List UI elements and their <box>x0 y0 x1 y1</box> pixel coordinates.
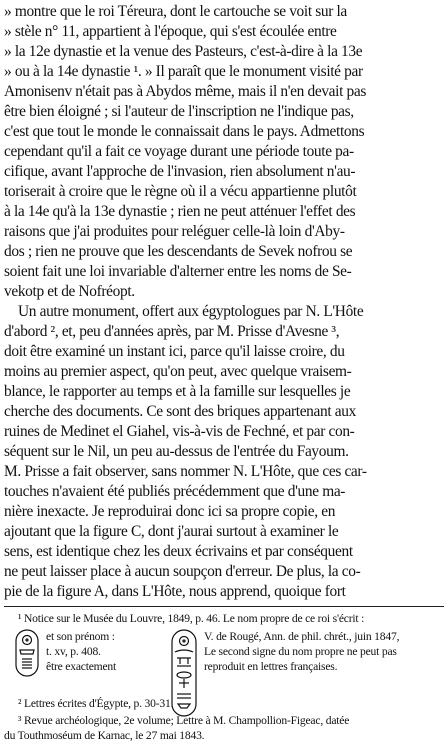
footnote-1-right-line-1: V. de Rougé, Ann. de phil. chrét., juin 1847, <box>204 630 400 643</box>
text-line: ne peut laisser place à aucun soupçon d'erreur. De plus, la co- <box>4 563 361 580</box>
footnote-1-left-line-1: et son prénom : <box>46 630 115 643</box>
footnote-rule <box>4 606 444 607</box>
text-line: blance, le rapporter au temps et à la famille sur lesquelles je <box>4 383 351 400</box>
text-line: nière inexacte. Je reproduirai donc ici sa propre copie, en <box>4 503 336 520</box>
text-line: d'abord ², et, peu d'années après, par M. Prisse d'Avesne ³, <box>4 323 340 340</box>
footnote-2: ² Lettres écrites d'Égypte, p. 30-31. <box>18 697 174 710</box>
text-line: touches n'avaient été publiés précédemment que d'une ma- <box>4 483 346 500</box>
cartouche-glyph-prenom <box>14 628 40 678</box>
text-line: » stèle n° 11, appartient à l'époque, qui s'est écoulée entre <box>4 23 337 40</box>
footnote-3-line-1: ³ Revue archéologique, 2e volume; Lettre à M. Champollion-Figeac, datée <box>18 714 350 727</box>
footnote-1-left-line-2: t. xv, p. 408. <box>46 645 101 658</box>
text-line: M. Prisse a fait observer, sans nommer N. L'Hôte, que ces car- <box>4 463 367 480</box>
footnote-1-right-line-2: Le second signe du nom propre ne peut pas <box>204 645 397 658</box>
footnote-1-left-line-3: être exactement <box>46 660 117 673</box>
text-line: pie de la figure A, dans L'Hôte, nous apprend, quoique fort <box>4 583 346 600</box>
text-line: séquent sur le Nil, un peu au-dessus de l'entrée du Fayoum. <box>4 443 349 460</box>
text-line: Un autre monument, offert aux égyptologues par N. L'Hôte <box>18 303 364 320</box>
text-line: moins au premier aspect, qu'on peut, avec quelque vraisem- <box>4 363 352 380</box>
text-line: cifique, avant l'approche de l'invasion, rien absolument n'au- <box>4 163 356 180</box>
footnote-3-line-2: du Touthmoséum de Karnac, le 27 mai 1843. <box>4 729 205 742</box>
text-line: doit être examiné un instant ici, parce qu'il laisse croire, du <box>4 343 345 360</box>
text-line: vekotp et de Nofréopt. <box>4 283 135 300</box>
text-line: soient fait une loi invariable d'alterner entre les noms de Se- <box>4 263 352 280</box>
text-line: cependant qu'il a fait ce voyage durant une période toute pa- <box>4 143 354 160</box>
text-line: c'est que tout le monde le connaissait dans le pays. Admettons <box>4 123 365 140</box>
text-line: toriserait à croire que le règne où il a vécu appartienne plutôt <box>4 183 357 200</box>
text-line: » la 12e dynastie et la venue des Pasteurs, c'est-à-dire à la 13e <box>4 43 363 60</box>
text-line: à la 14e qu'à la 13e dynastie ; rien ne peut atténuer l'effet des <box>4 203 356 220</box>
footnote-1-right-line-3: reproduit en lettres françaises. <box>204 660 338 673</box>
text-line: ruines de Medinet el Giahel, vis-à-vis de Fechné, et par con- <box>4 423 355 440</box>
footnote-1: ¹ Notice sur le Musée du Louvre, 1849, p. 46. Le nom propre de ce roi s'écrit : <box>18 612 365 625</box>
text-line: » ou à la 14e dynastie ¹. » Il paraît que le monument visité par <box>4 63 363 80</box>
text-line: cherche des documents. Ce sont des briques appartenant aux <box>4 403 356 420</box>
text-line: ajoutant que la figure C, dont j'aurai surtout à examiner le <box>4 523 339 540</box>
text-line: » montre que le roi Téreura, dont le cartouche se voit sur la <box>4 3 347 20</box>
text-line: raisons que j'ai produites pour reléguer celle-là loin d'Aby- <box>4 223 345 240</box>
text-line: être bien éloigné ; si l'auteur de l'inscription ne l'indique pas, <box>4 103 354 120</box>
text-line: Amonisenv n'était pas à Abydos même, mais il n'en devait pas <box>4 83 366 100</box>
text-line: sens, est identique chez les deux écrivains et par conséquent <box>4 543 353 560</box>
text-line: dos ; rien ne prouve que les descendants de Sevek nofrou se <box>4 243 353 260</box>
